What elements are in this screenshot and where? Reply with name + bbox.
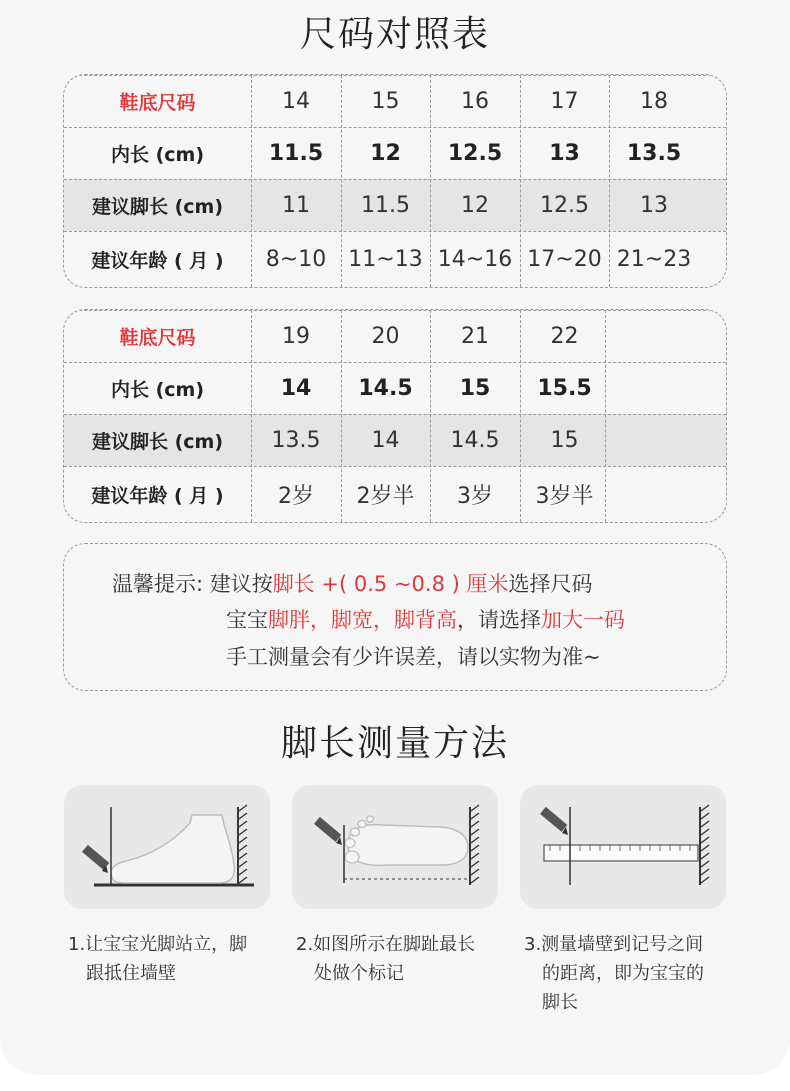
table-cell: 21 bbox=[461, 323, 489, 349]
row-label-age: 建议年龄 ( 月 ) bbox=[91, 249, 224, 272]
tip-highlight: 脚胖，脚宽，脚背高 bbox=[268, 608, 457, 632]
pencil-icon bbox=[82, 845, 109, 873]
grid-line bbox=[64, 179, 726, 180]
size-table-1 bbox=[63, 74, 727, 288]
tip-highlight: 脚长 +( 0.5 ~0.8 ) 厘米 bbox=[272, 572, 509, 596]
foot-top-icon bbox=[292, 785, 498, 909]
grid-line bbox=[520, 310, 521, 522]
table-cell bbox=[609, 362, 699, 414]
grid-line bbox=[64, 414, 726, 415]
tip-text: 选择尺码 bbox=[508, 572, 593, 596]
tip-line-2 bbox=[226, 604, 625, 634]
table-cell bbox=[609, 310, 699, 362]
table-cell: 14 bbox=[371, 427, 400, 453]
table-cell: 14.5 bbox=[450, 427, 500, 453]
page-title: 尺码对照表 bbox=[299, 14, 490, 55]
table-row bbox=[64, 466, 726, 522]
step-1-caption bbox=[68, 930, 268, 988]
grid-line bbox=[605, 310, 606, 522]
table-cell: 14~16 bbox=[437, 246, 513, 272]
table-cell: 21~23 bbox=[616, 246, 692, 272]
row-label-sole-size: 鞋底尺码 bbox=[119, 326, 196, 349]
grid-line bbox=[64, 310, 726, 311]
caption-line: 2.如图所示在脚趾最长 bbox=[296, 934, 476, 955]
tip-text: ，请选择 bbox=[457, 608, 541, 632]
tip-line-3: 手工测量会有少许误差，请以实物为准~ bbox=[226, 645, 601, 669]
table-row bbox=[64, 75, 726, 127]
ruler-icon bbox=[520, 785, 726, 909]
caption-line: 的距离，即为宝宝的 bbox=[542, 963, 704, 984]
table-cell: 15 bbox=[459, 375, 491, 401]
row-label-age: 建议年龄 ( 月 ) bbox=[91, 484, 224, 507]
table-cell: 16 bbox=[461, 88, 489, 114]
step-3-caption bbox=[524, 930, 724, 1017]
table-row bbox=[64, 414, 726, 466]
caption-line: 3.测量墙壁到记号之间 bbox=[524, 934, 704, 955]
table-row bbox=[64, 362, 726, 414]
table-cell: 11~13 bbox=[348, 246, 423, 272]
grid-line bbox=[341, 310, 342, 522]
grid-line bbox=[64, 75, 726, 76]
row-label-foot-length: 建议脚长 (cm) bbox=[91, 195, 224, 218]
table-cell: 12.5 bbox=[447, 140, 503, 166]
caption-line: 处做个标记 bbox=[314, 963, 404, 984]
pencil-icon bbox=[540, 807, 568, 835]
table-cell: 3岁半 bbox=[535, 483, 594, 509]
table-cell: 20 bbox=[371, 323, 400, 349]
table-cell: 14 bbox=[282, 88, 310, 114]
grid-line bbox=[430, 75, 431, 287]
grid-line bbox=[341, 75, 342, 287]
table-cell: 13 bbox=[640, 192, 668, 218]
table-cell bbox=[609, 466, 699, 522]
table-cell: 14.5 bbox=[358, 375, 413, 401]
table-cell: 2岁半 bbox=[356, 483, 415, 509]
tip-text: 宝宝 bbox=[226, 608, 268, 632]
step-1-illustration bbox=[64, 785, 270, 909]
table-row bbox=[64, 231, 726, 287]
step-2-illustration bbox=[292, 785, 498, 909]
table-cell: 11 bbox=[282, 192, 310, 218]
row-label-inner-length: 内长 (cm) bbox=[110, 143, 205, 166]
table-cell: 15.5 bbox=[537, 375, 592, 401]
table-cell: 17~20 bbox=[527, 246, 602, 272]
row-label-sole-size: 鞋底尺码 bbox=[119, 91, 196, 114]
grid-line bbox=[430, 310, 431, 522]
table-cell: 2岁 bbox=[278, 483, 314, 509]
table-cell: 17 bbox=[550, 88, 579, 114]
table-cell: 12 bbox=[370, 140, 401, 166]
table-cell: 11.5 bbox=[361, 192, 410, 218]
table-cell: 12 bbox=[461, 192, 489, 218]
grid-line bbox=[64, 231, 726, 232]
foot-side-icon bbox=[64, 785, 270, 909]
grid-line bbox=[251, 75, 252, 287]
step-3-illustration bbox=[520, 785, 726, 909]
caption-line: 1.让宝宝光脚站立，脚 bbox=[68, 934, 248, 955]
caption-line: 脚长 bbox=[542, 992, 578, 1013]
table-cell: 13.5 bbox=[271, 427, 321, 453]
tip-line-1 bbox=[112, 568, 593, 598]
table-cell: 3岁 bbox=[457, 483, 493, 509]
tip-highlight: 加大一码 bbox=[541, 608, 625, 632]
table-cell: 22 bbox=[550, 323, 579, 349]
caption-line: 跟抵住墙壁 bbox=[86, 963, 176, 984]
table-cell: 18 bbox=[640, 88, 668, 114]
table-cell bbox=[609, 414, 699, 466]
table-cell: 15 bbox=[371, 88, 400, 114]
table-cell: 14 bbox=[280, 375, 312, 401]
table-row bbox=[64, 127, 726, 179]
grid-line bbox=[609, 75, 610, 287]
step-2-caption bbox=[296, 930, 496, 988]
table-cell: 19 bbox=[282, 323, 310, 349]
table-row bbox=[64, 310, 726, 362]
tips-box bbox=[63, 543, 727, 691]
table-cell: 15 bbox=[550, 427, 579, 453]
grid-line bbox=[251, 310, 252, 522]
table-row bbox=[64, 179, 726, 231]
grid-line bbox=[64, 466, 726, 467]
table-cell: 12.5 bbox=[540, 192, 589, 218]
table-cell: 11.5 bbox=[268, 140, 324, 166]
size-table-2 bbox=[63, 309, 727, 523]
method-title: 脚长测量方法 bbox=[280, 723, 509, 764]
grid-line bbox=[520, 75, 521, 287]
grid-line bbox=[64, 127, 726, 128]
row-label-inner-length: 内长 (cm) bbox=[110, 378, 205, 401]
table-cell: 13.5 bbox=[626, 140, 682, 166]
table-cell: 8~10 bbox=[265, 246, 327, 272]
table-cell: 13 bbox=[549, 140, 580, 166]
grid-line bbox=[64, 362, 726, 363]
tip-text: 温馨提示: 建议按 bbox=[112, 572, 273, 596]
pencil-icon bbox=[314, 817, 342, 845]
row-label-foot-length: 建议脚长 (cm) bbox=[91, 430, 224, 453]
